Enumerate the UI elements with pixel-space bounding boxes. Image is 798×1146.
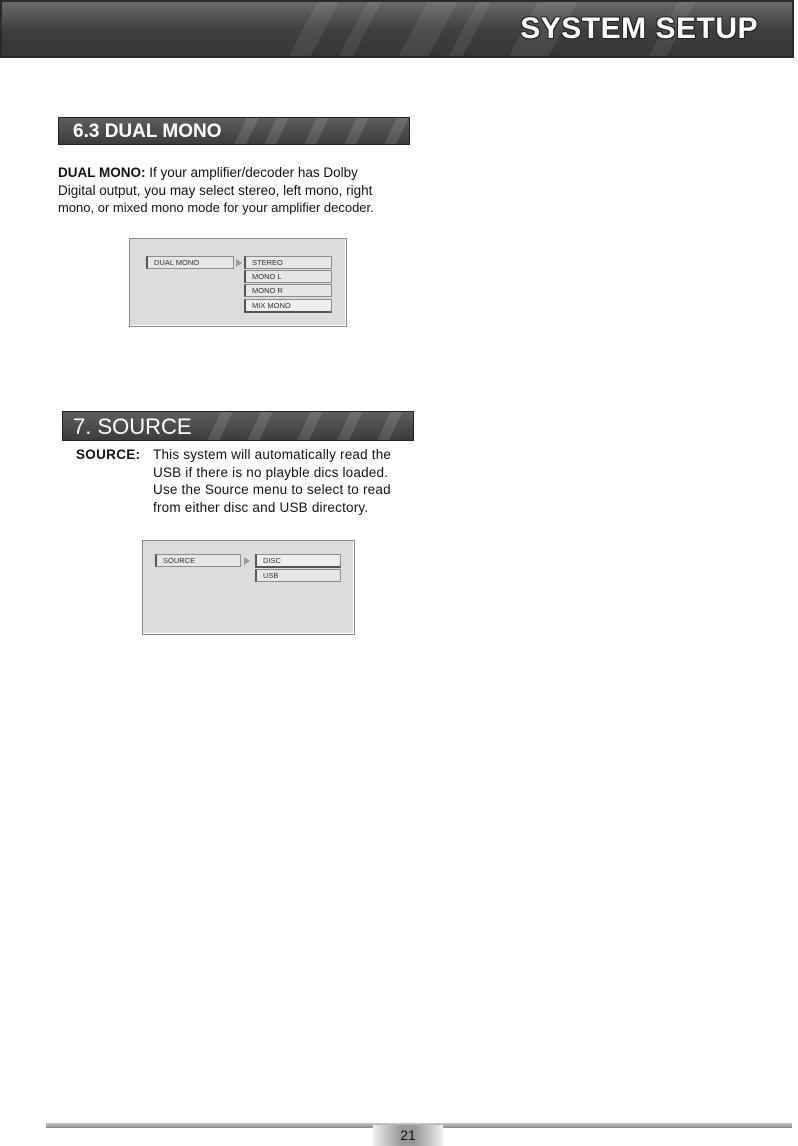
dual-mono-menu-screenshot [129,238,347,327]
description-line: If your amplifier/decoder has Dolby [149,165,358,180]
page-number: 21 [400,1127,416,1143]
description-line: Use the Source menu to select to read [153,482,391,497]
menu-item-source[interactable]: SOURCE [155,554,241,567]
source-label-text: SOURCE: [76,447,141,462]
description-line: mono, or mixed mono mode for your amplifier decoder. [58,200,374,215]
submenu-arrow-icon [244,557,250,565]
description-line: from either disc and USB directory. [153,499,369,515]
option-stereo[interactable]: STEREO [244,256,332,269]
description-line: Digital output, you may select stereo, left mono, right [58,182,373,198]
source-menu-screenshot [142,540,355,635]
section-title: 7. SOURCE [73,414,192,439]
option-disc[interactable]: DISC [255,554,341,568]
section-title: 6.3 DUAL MONO [73,121,222,142]
section-heading-source [62,411,414,441]
option-mono-l[interactable]: MONO L [244,270,332,283]
menu-item-dual-mono[interactable]: DUAL MONO [146,256,234,269]
page-header [0,0,794,58]
description-line: This system will automatically read the [153,447,392,462]
source-label [76,446,140,464]
option-mono-r[interactable]: MONO R [244,284,332,297]
dual-mono-description [58,164,418,217]
submenu-arrow-icon [236,259,242,267]
page-title: SYSTEM SETUP [520,12,758,45]
page-number-badge [373,1125,443,1146]
section-heading-dual-mono [58,117,410,145]
dual-mono-label: DUAL MONO: [58,165,146,180]
option-usb[interactable]: USB [255,569,341,582]
option-mix-mono[interactable]: MIX MONO [244,299,332,313]
source-description [153,446,423,516]
description-line: USB if there is no playble dics loaded. [153,464,389,480]
